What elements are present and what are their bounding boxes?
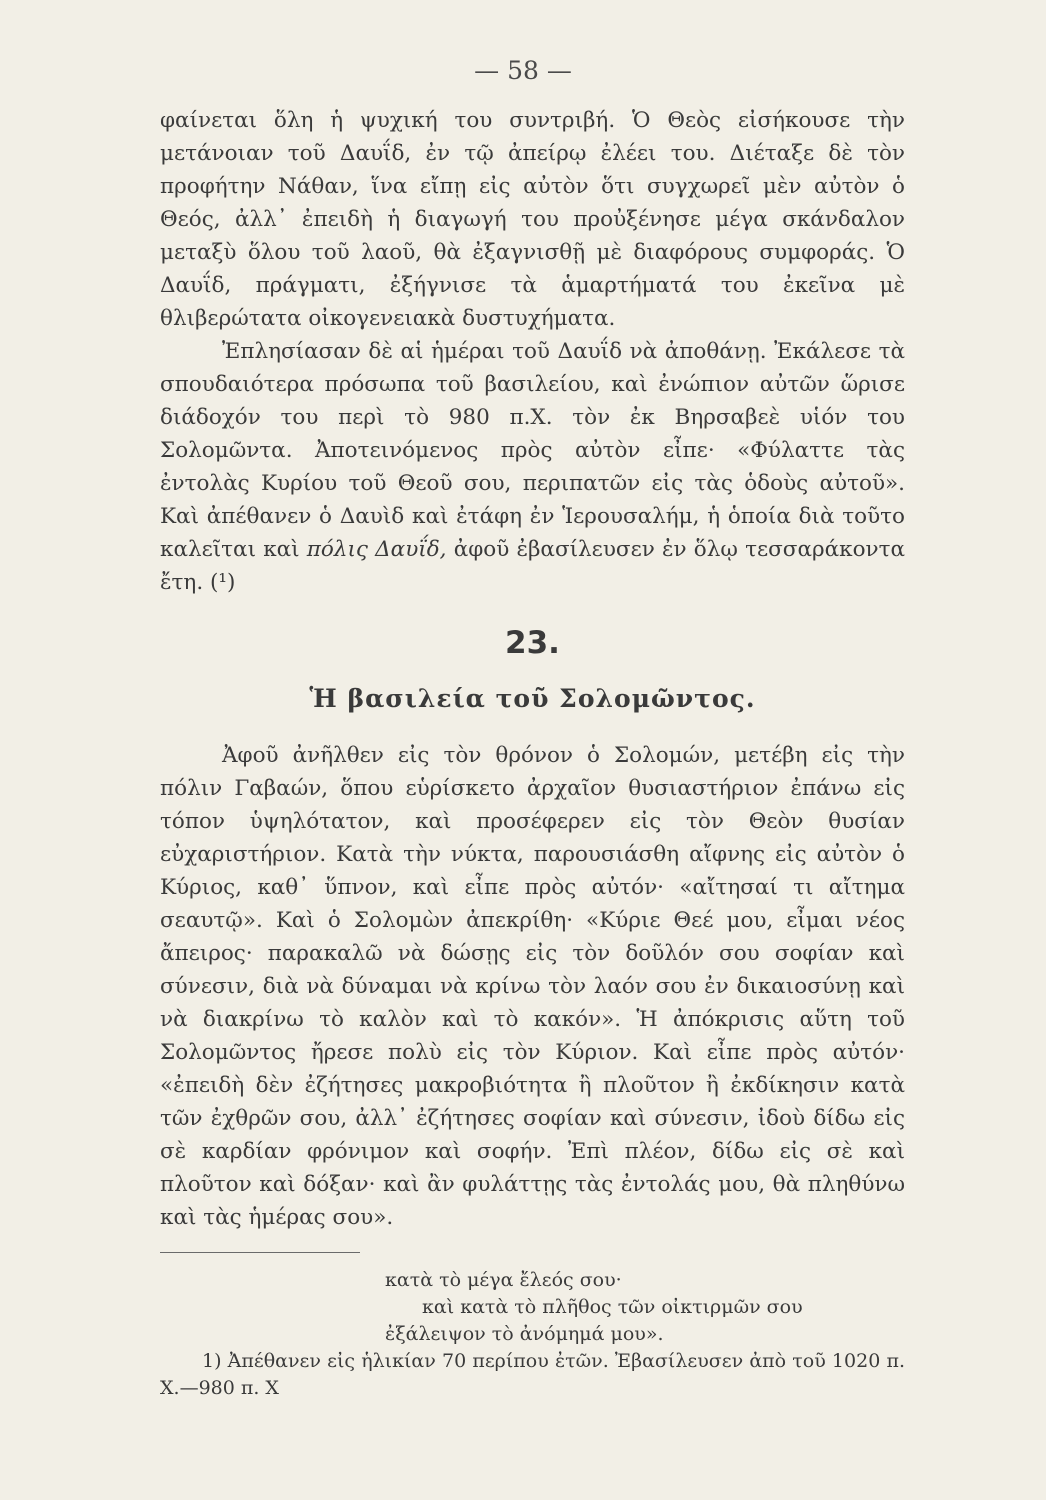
page-number: — 58 —	[474, 56, 572, 85]
paragraph-2	[160, 335, 905, 599]
paragraph-2-text-b: ἀφοῦ ἐβασίλευσεν ἐν ὅλῳ τεσσαράκοντα ἔτη. (¹)	[160, 537, 905, 595]
section-title: Ἡ βασιλεία τοῦ Σολομῶντος.	[309, 684, 756, 713]
footnote-divider	[160, 1252, 360, 1253]
paragraph-2-emphasis: πόλις Δαυΐδ,	[306, 537, 447, 562]
page-body	[160, 104, 905, 1402]
footnote-1: 1) Ἀπέθανεν εἰς ἡλικίαν 70 περίπου ἐτῶν. Ἐβασίλευσεν ἀπὸ τοῦ 1020 π. Χ.—980 π. Χ	[160, 1350, 905, 1399]
footnote-quote-line-2: καὶ κατὰ τὸ πλῆθος τῶν οἰκτιρμῶν σου	[422, 1296, 803, 1318]
paragraph-1: φαίνεται ὅλη ἡ ψυχική του συντριβή. Ὁ Θεὸς εἰσήκουσε τὴν μετάνοιαν τοῦ Δαυΐδ, ἐν τῷ ἀπείρῳ ἐλέει του. Διέταξε δὲ τὸν προφήτην Νάθαν, ἵνα εἴπῃ εἰς αὐτὸν ὅτι συγχωρεῖ μὲν αὐτὸν ὁ Θεός, ἀλλ᾽ ἐπειδὴ ἡ διαγωγή του προὐξένησε μέγα σκάνδαλον μεταξὺ ὅλου τοῦ λαοῦ, θὰ ἐξαγνισθῇ μὲ διαφόρους συμφοράς. Ὁ Δαυΐδ, πράγματι, ἐξήγνισε τὰ ἁμαρτήματά του ἐκεῖνα μὲ θλιβερώτατα οἰκογενειακὰ δυστυχήματα.	[160, 108, 905, 331]
paragraph-3: Ἀφοῦ ἀνῆλθεν εἰς τὸν θρόνον ὁ Σολομών, μετέβη εἰς τὴν πόλιν Γαβαών, ὅπου εὑρίσκετο ἀρχαῖον θυσιαστήριον ἐπάνω εἰς τόπον ὑψηλότατον, καὶ προσέφερεν εἰς τὸν Θεὸν θυσίαν εὐχαριστήριον. Κατὰ τὴν νύκτα, παρουσιάσθη αἴφνης εἰς αὐτὸν ὁ Κύριος, καθ᾽ ὕπνον, καὶ εἶπε πρὸς αὐτόν· «αἴτησαί τι αἴτημα σεαυτῷ». Καὶ ὁ Σολομὼν ἀπεκρίθη· «Κύριε Θεέ μου, εἶμαι νέος ἄπειρος· παρακαλῶ νὰ δώσῃς εἰς τὸν δοῦλόν σου σοφίαν καὶ σύνεσιν, διὰ νὰ δύναμαι νὰ κρίνω τὸν λαόν σου ἐν δικαιοσύνῃ καὶ νὰ διακρίνω τὸ καλὸν καὶ τὸ κακόν». Ἡ ἀπόκρισις αὕτη τοῦ Σολομῶντος ἤρεσε πολὺ εἰς τὸν Κύριον. Καὶ εἶπε πρὸς αὐτόν· «ἐπειδὴ δὲν ἐζήτησες μακροβιότητα ἢ πλοῦτον ἢ ἐκδίκησιν κατὰ τῶν ἐχθρῶν σου, ἀλλ᾽ ἐζήτησες σοφίαν καὶ σύνεσιν, ἰδοὺ δίδω εἰς σὲ καρδίαν φρόνιμον καὶ σοφήν. Ἐπὶ πλέον, δίδω εἰς σὲ καὶ πλοῦτον καὶ δόξαν· καὶ ἂν φυλάττῃς τὰς ἐντολάς μου, θὰ πληθύνω καὶ τὰς ἡμέρας σου».	[160, 743, 905, 1230]
footnote-quote-line-1: κατὰ τὸ μέγα ἔλεός σου·	[385, 1269, 622, 1291]
footnote-quote-line-3: ἐξάλειψον τὸ ἀνόμημά μου».	[385, 1323, 664, 1345]
section-number: 23.	[505, 625, 560, 661]
footnotes	[160, 1267, 905, 1402]
paragraph-2-text-a: Ἐπλησίασαν δὲ αἱ ἡμέραι τοῦ Δαυΐδ νὰ ἀποθάνῃ. Ἐκάλεσε τὰ σπουδαιότερα πρόσωπα τοῦ βασιλείου, καὶ ἐνώπιον αὐτῶν ὥρισε διάδοχόν του περὶ τὸ 980 π.Χ. τὸν ἐκ Βηρσαβεὲ υἱόν του Σολομῶντα. Ἀποτεινόμενος πρὸς αὐτὸν εἶπε· «Φύλαττε τὰς ἐντολὰς Κυρίου τοῦ Θεοῦ σου, περιπατῶν εἰς τὰς ὁδοὺς αὐτοῦ». Καὶ ἀπέθανεν ὁ Δαυὶδ καὶ ἐτάφη ἐν Ἱερουσαλήμ, ἡ ὁποία διὰ τοῦτο καλεῖται καὶ	[160, 339, 905, 562]
